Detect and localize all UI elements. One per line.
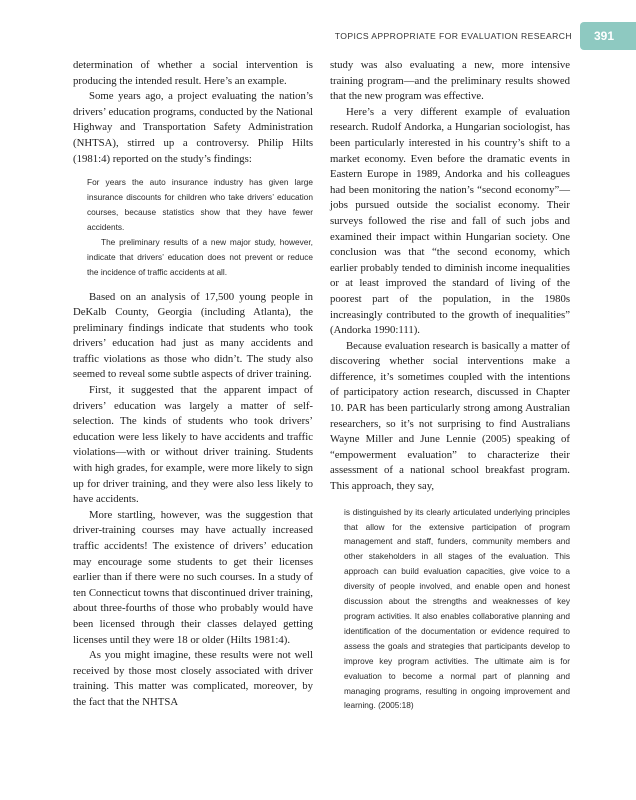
- page-number-tab: [580, 22, 636, 50]
- quote-paragraph: The preliminary results of a new major study, however, indicate that drivers’ education does not prevent or reduce the incidence of traffic accidents at all.: [87, 236, 313, 277]
- quote-paragraph: is distinguished by its clearly articulated underlying principles that allow for the extensive participation of program management and staff, funders, community members and other stakeholders in all stages of the evaluation. This approach can build evaluation capacities, give voice to a diversity of people involved, and enable open and honest discussion about the strengths and weaknesses of key program activities. It also enables collaborative planning and identification of the documentation or evidence required to assess the goals and strategies that participants develop to improve key program activities. The ultimate aim is for evaluation to become a normal part of planning and managing programs, resulting in ongoing improvement and learning. (2005:18): [344, 506, 570, 711]
- paragraph: As you might imagine, these results were not well received by those most closely associated with driver training. This matter was complicated, moreover, by the fact that the NHTSA: [73, 649, 313, 708]
- quote-paragraph: For years the auto insurance industry has given large insurance discounts for children who take drivers’ education courses, because statistics show that they have fewer accidents.: [87, 177, 313, 232]
- paragraph: Because evaluation research is basically a matter of discovering whether social interventions make a difference, it’s sometimes coupled with the intentions of participatory action research, discussed in Chapter 10. PAR has been particularly strong among Australian researchers, so it’s not surprising to find Australians Wayne Miller and June Lennie (2005) speaking of “empowerment evaluation” to characterize their assessment of a national school breakfast program. This approach, they say,: [330, 339, 570, 493]
- left-column: [73, 58, 313, 711]
- paragraph: More startling, however, was the suggestion that driver-training courses may have actually increased traffic accidents! The existence of drivers’ education may encourage some students to get their licenses earlier than if there were no such courses. In a study of ten Connecticut towns that discontinued driver training, about three-fourths of those who probably would have been licensed through their classes delayed getting licenses until they were 18 or older (Hilts 1981:4).: [73, 508, 313, 646]
- block-quote: [330, 505, 570, 714]
- block-quote: [87, 175, 313, 279]
- running-title: TOPICS APPROPRIATE FOR EVALUATION RESEARCH: [334, 31, 572, 41]
- right-column: [330, 58, 570, 713]
- running-header: [335, 27, 580, 45]
- paragraph: determination of whether a social intervention is producing the intended result. Here’s an example.: [73, 59, 313, 87]
- paragraph: Based on an analysis of 17,500 young people in DeKalb County, Georgia (including Atlanta), the preliminary findings indicate that students who took drivers’ education had just as many accidents and traffic violations as those who didn’t. The study also seemed to reveal some subtle aspects of driver training.: [73, 290, 313, 381]
- paragraph: Some years ago, a project evaluating the nation’s drivers’ education programs, conducted by the National Highway and Transportation Safety Administration (NHTSA), stirred up a controversy. Philip Hilts (1981:4) reported on the study’s findings:: [73, 90, 313, 165]
- paragraph: study was also evaluating a new, more intensive training program—and the preliminary results showed that the new program was effective.: [330, 59, 570, 103]
- page-number: 391: [593, 29, 615, 43]
- paragraph: Here’s a very different example of evaluation research. Rudolf Andorka, a Hungarian sociologist, has been particularly interested in his country’s shift to a market economy. Even before the dramatic events in Eastern Europe in 1989, Andorka and his colleagues had been monitoring the nation’s “second economy”—jobs pursued outside the socialist economy. Their surveys followed the rise and fall of such jobs and examined their impact within Hungarian society. One conclusion was that “the second economy, which earlier probably tended to diminish income inequalities or at least improved the standard of living of the poorest part of the population, in the 1980s increasingly contributed to the growth of inequalities” (Andorka 1990:111).: [330, 105, 570, 337]
- paragraph: First, it suggested that the apparent impact of drivers’ education was largely a matter of self-selection. The kinds of students who took drivers’ education were less likely to have accidents and traffic violations—with or without driver training. Students with high grades, for example, were more likely to sign up for driver training, and they were also less likely to have accidents.: [73, 384, 313, 506]
